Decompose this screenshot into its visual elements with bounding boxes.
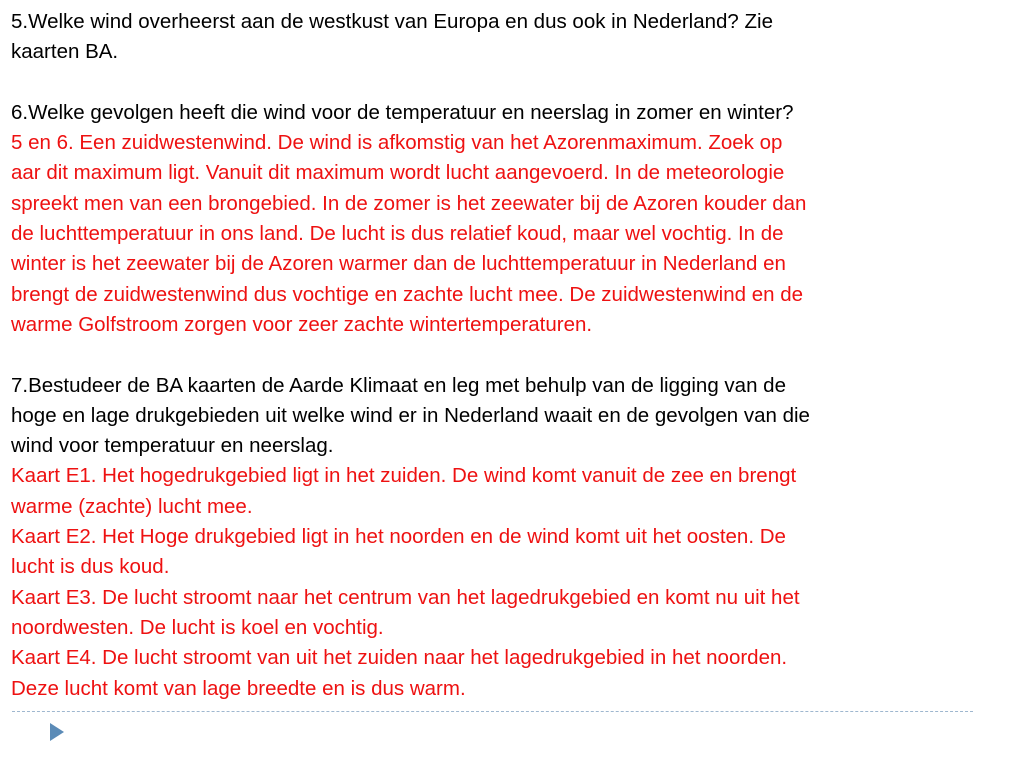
answer-7-e2-line-2: lucht is dus koud.: [11, 555, 170, 579]
answer-5-6-line-1: 5 en 6. Een zuidwestenwind. De wind is afkomstig van het Azorenmaximum. Zoek op: [11, 131, 783, 155]
answer-5-6-line-6: brengt de zuidwestenwind dus vochtige en zachte lucht mee. De zuidwestenwind en de: [11, 282, 804, 306]
question-7-line-3: wind voor temperatuur en neerslag.: [11, 434, 334, 458]
question-7-line-2: hoge en lage drukgebieden uit welke wind er in Nederland waait en de gevolgen van die: [11, 403, 810, 427]
question-5-line-2: kaarten BA.: [11, 40, 119, 64]
answer-7-e4-line-2: Deze lucht komt van lage breedte en is dus warm.: [11, 676, 466, 700]
footer-divider: [12, 711, 973, 712]
question-6-line-1: 6.Welke gevolgen heeft die wind voor de temperatuur en neerslag in zomer en winter?: [11, 100, 794, 124]
paragraph-spacer: [11, 340, 1019, 370]
answer-7-e4-line-1: Kaart E4. De lucht stroomt van uit het zuiden naar het lagedrukgebied in het noorden.: [11, 646, 788, 670]
answer-5-6-line-7: warme Golfstroom zorgen voor zeer zachte wintertemperaturen.: [11, 312, 593, 336]
answer-7-e1-line-1: Kaart E1. Het hogedrukgebied ligt in het zuiden. De wind komt vanuit de zee en brengt: [11, 464, 797, 488]
question-5-line-1: 5.Welke wind overheerst aan de westkust van Europa en dus ook in Nederland? Zie: [11, 10, 773, 33]
answer-5-6-line-2: aar dit maximum ligt. Vanuit dit maximum wordt lucht aangevoerd. In de meteorologie: [11, 161, 785, 185]
question-7-line-1: 7.Bestudeer de BA kaarten de Aarde Klimaat en leg met behulp van de ligging van de: [11, 373, 786, 397]
answer-7-e2-line-1: Kaart E2. Het Hoge drukgebied ligt in het noorden en de wind komt uit het oosten. De: [11, 525, 786, 549]
answer-5-6-line-5: winter is het zeewater bij de Azoren warmer dan de luchttemperatuur in Nederland en: [11, 252, 786, 276]
answer-7-e3-line-2: noordwesten. De lucht is koel en vochtig.: [11, 615, 384, 639]
answer-5-6-line-4: de luchttemperatuur in ons land. De lucht is dus relatief koud, maar wel vochtig. In de: [11, 222, 784, 246]
slide-text: [11, 7, 1019, 704]
paragraph-spacer: [11, 68, 1019, 98]
play-triangle-icon[interactable]: [50, 723, 64, 741]
answer-5-6-line-3: spreekt men van een brongebied. In de zomer is het zeewater bij de Azoren kouder dan: [11, 191, 807, 215]
answer-7-e1-line-2: warme (zachte) lucht mee.: [11, 494, 253, 518]
answer-7-e3-line-1: Kaart E3. De lucht stroomt naar het centrum van het lagedrukgebied en komt nu uit het: [11, 585, 800, 609]
